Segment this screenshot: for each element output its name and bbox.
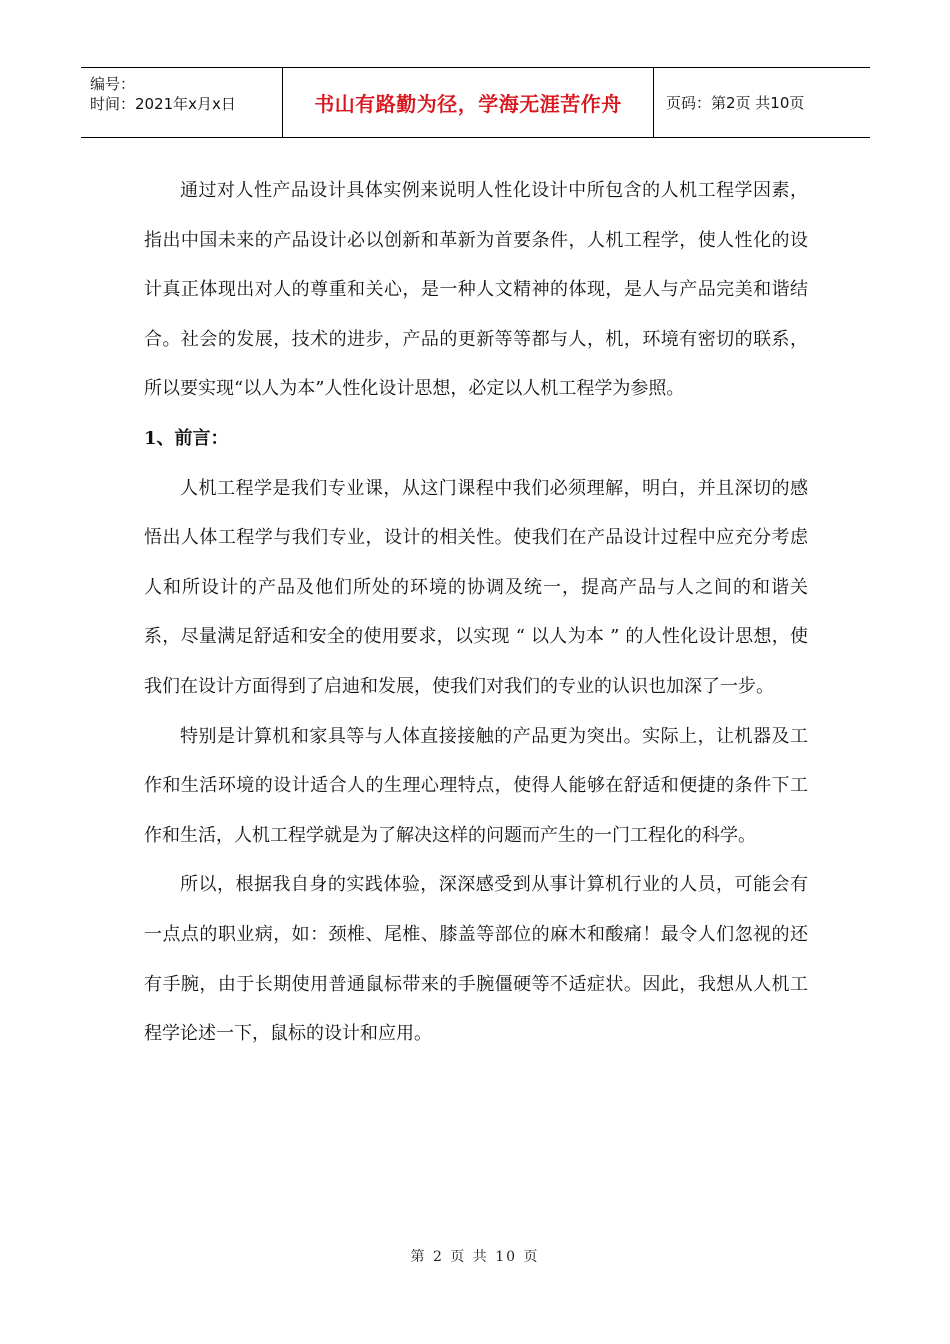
page-footer-number: 第 2 页 共 10 页 xyxy=(410,1249,540,1265)
paragraph-ergonomics-course: 人机工程学是我们专业课，从这门课程中我们必须理解，明白，并且深切的感悟出人体工程学与我们专业，设计的相关性。使我们在产品设计过程中应充分考虑人和所设计的产品及他们所处的环境的协调及统一，提高产品与人之间的和谐关系，尽量满足舒适和安全的使用要求，以实现 “ 以人为本 ” 的人性化设计思想，使我们在设计方面得到了启迪和发展，使我们对我们的专业的认识也加深了一步。 xyxy=(144,477,808,697)
paragraph-mouse-design: 所以，根据我自身的实践体验，深深感受到从事计算机行业的人员，可能会有一点点的职业病，如：颈椎、尾椎、膝盖等部位的麻木和酸痛！最令人们忽视的还有手腕，由于长期使用普通鼠标带来的手腕僵硬等不适症状。因此，我想从人机工程学论述一下，鼠标的设计和应用。 xyxy=(144,874,808,1045)
document-time-label: 时间：2021年x月x日 xyxy=(90,95,236,113)
paragraph-intro: 通过对人性产品设计具体实例来说明人性化设计中所包含的人机工程学因素，指出中国未来的产品设计必以创新和革新为首要条件，人机工程学，使人性化的设计真正体现出对人的尊重和关心，是一种人文精神的体现，是人与产品完美和谐结合。社会的发展，技术的进步，产品的更新等等都与人，机，环境有密切的联系，所以要实现“以人为本”人性化设计思想，必定以人机工程学为参照。 xyxy=(144,180,808,400)
header-meta-cell xyxy=(81,68,283,137)
header-motto: 书山有路勤为径，学海无涯苦作舟 xyxy=(283,68,654,137)
document-code-label: 编号： xyxy=(90,75,136,93)
document-header xyxy=(81,67,870,138)
paragraph-computer-furniture: 特别是计算机和家具等与人体直接接触的产品更为突出。实际上，让机器及工作和生活环境的设计适合人的生理心理特点，使得人能够在舒适和便捷的条件下工作和生活，人机工程学就是为了解决这样的问题而产生的一门工程化的科学。 xyxy=(144,725,808,846)
document-body xyxy=(144,166,808,1059)
header-page-info: 页码：第2页 共10页 xyxy=(666,94,805,112)
section-heading-preface: 1、前言： xyxy=(144,427,229,449)
